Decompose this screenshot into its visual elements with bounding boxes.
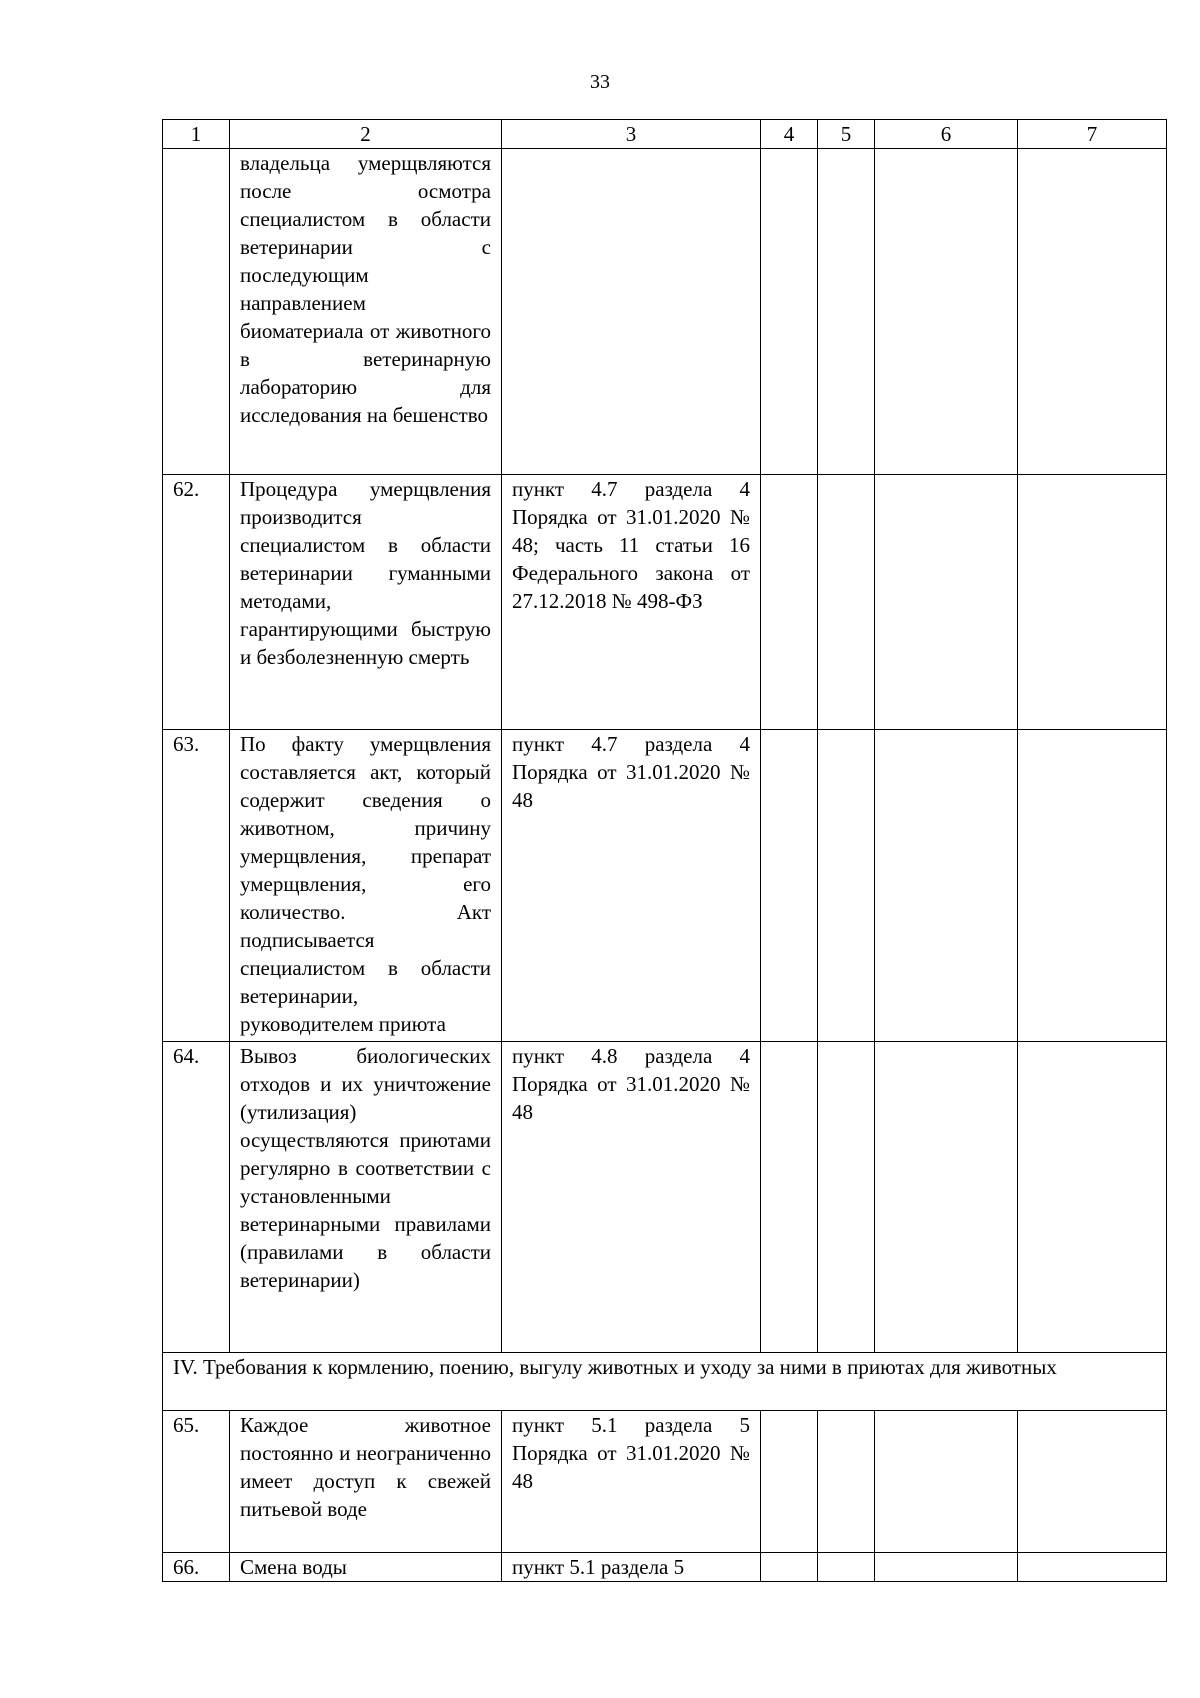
row-number: 64. <box>163 1042 230 1353</box>
requirement-text: Каждое животное постоянно и неограниченно имеет доступ к свежей питьевой воде <box>230 1411 502 1553</box>
empty-cell <box>761 1411 818 1553</box>
table-row <box>163 1411 1167 1553</box>
legal-reference: пункт 5.1 раздела 5 Порядка от 31.01.2020 № 48 <box>502 1411 761 1553</box>
requirements-table <box>162 119 1167 1582</box>
legal-reference: пункт 5.1 раздела 5 <box>502 1553 761 1582</box>
empty-cell <box>875 149 1018 475</box>
empty-cell <box>761 1553 818 1582</box>
empty-cell <box>818 1042 875 1353</box>
empty-cell <box>875 1042 1018 1353</box>
page-number: 33 <box>590 71 610 93</box>
table-row <box>163 149 1167 475</box>
table-header-row <box>163 120 1167 149</box>
empty-cell <box>1018 730 1167 1042</box>
column-header: 5 <box>818 120 875 149</box>
empty-cell <box>1018 1042 1167 1353</box>
column-header: 7 <box>1018 120 1167 149</box>
row-number: 62. <box>163 475 230 730</box>
empty-cell <box>1018 149 1167 475</box>
requirement-text: Смена воды <box>230 1553 502 1582</box>
requirement-text: Процедура умерщвления производится специалистом в области ветеринарии гуманными методами, гарантирующими быструю и безболезненную смерть <box>230 475 502 730</box>
empty-cell <box>761 475 818 730</box>
column-header: 3 <box>502 120 761 149</box>
empty-cell <box>761 1042 818 1353</box>
row-number: 65. <box>163 1411 230 1553</box>
column-header: 2 <box>230 120 502 149</box>
empty-cell <box>818 1411 875 1553</box>
empty-cell <box>1018 1553 1167 1582</box>
empty-cell <box>761 149 818 475</box>
column-header: 1 <box>163 120 230 149</box>
empty-cell <box>875 730 1018 1042</box>
empty-cell <box>1018 475 1167 730</box>
empty-cell <box>818 1553 875 1582</box>
requirement-text: владельца умерщвляются после осмотра специалистом в области ветеринарии с последующим направлением биоматериала от животного в ветеринарную лабораторию для исследования на бешенство <box>230 149 502 475</box>
empty-cell <box>761 730 818 1042</box>
empty-cell <box>818 730 875 1042</box>
empty-cell <box>875 1411 1018 1553</box>
column-header: 6 <box>875 120 1018 149</box>
empty-cell <box>875 1553 1018 1582</box>
table-row <box>163 475 1167 730</box>
legal-reference <box>502 149 761 475</box>
section-heading: IV. Требования к кормлению, поению, выгулу животных и уходу за ними в приютах для животных <box>163 1353 1167 1411</box>
table-row <box>163 1042 1167 1353</box>
empty-cell <box>875 475 1018 730</box>
requirement-text: Вывоз биологических отходов и их уничтожение (утилизация) осуществляются приютами регулярно в соответствии с установленными ветеринарными правилами (правилами в области ветеринарии) <box>230 1042 502 1353</box>
legal-reference: пункт 4.7 раздела 4 Порядка от 31.01.2020 № 48 <box>502 730 761 1042</box>
empty-cell <box>818 149 875 475</box>
requirement-text: По факту умерщвления составляется акт, который содержит сведения о животном, причину умерщвления, препарат умерщвления, его количество. Акт подписывается специалистом в области ветеринарии, руководителем приюта <box>230 730 502 1042</box>
table-row <box>163 730 1167 1042</box>
row-number <box>163 149 230 475</box>
row-number: 66. <box>163 1553 230 1582</box>
legal-reference: пункт 4.8 раздела 4 Порядка от 31.01.2020 № 48 <box>502 1042 761 1353</box>
empty-cell <box>818 475 875 730</box>
row-number: 63. <box>163 730 230 1042</box>
legal-reference: пункт 4.7 раздела 4 Порядка от 31.01.2020 № 48; часть 11 статьи 16 Федерального закона от 27.12.2018 № 498-ФЗ <box>502 475 761 730</box>
empty-cell <box>1018 1411 1167 1553</box>
table-row <box>163 1553 1167 1582</box>
section-heading-row <box>163 1353 1167 1411</box>
column-header: 4 <box>761 120 818 149</box>
